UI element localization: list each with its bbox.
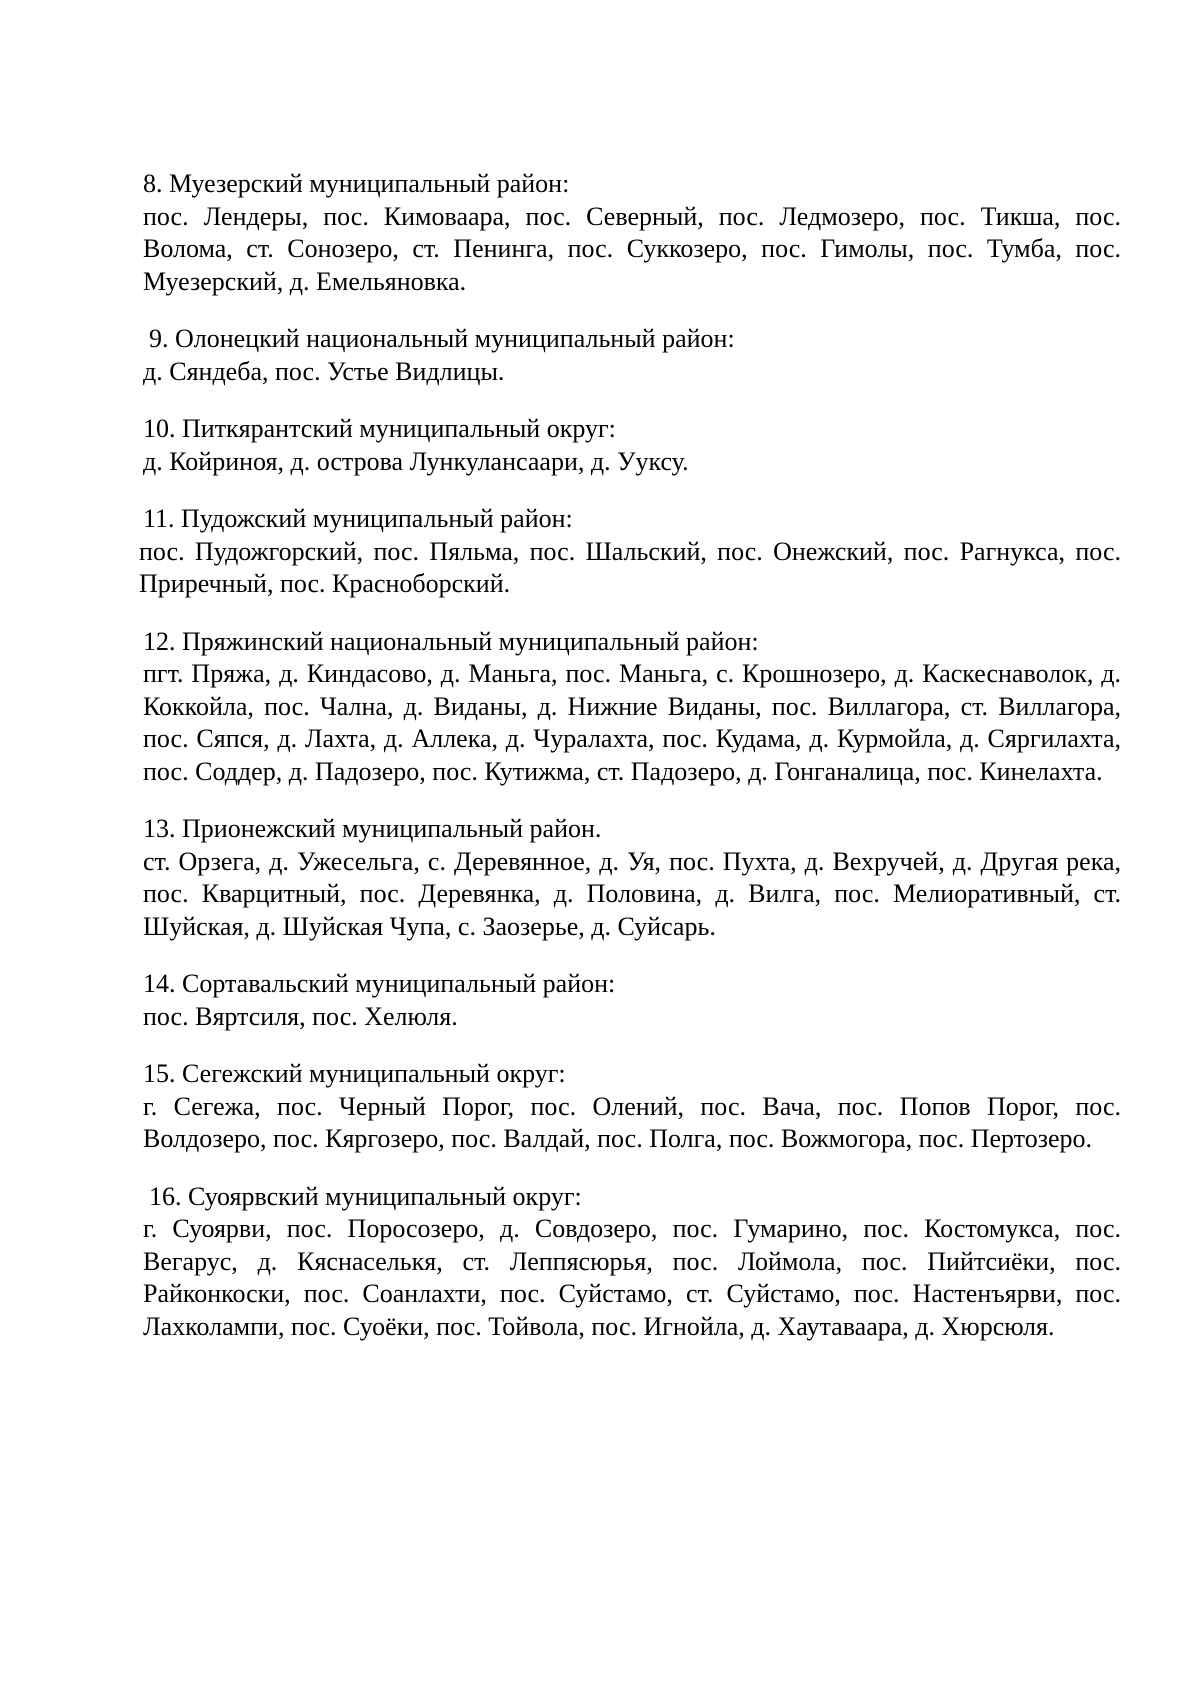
- settlement-list: пос. Вяртсиля, пос. Хелюля.: [143, 1001, 458, 1031]
- district-heading: 15. Сегежский муниципальный округ:: [143, 1059, 566, 1088]
- district-section-8: [143, 168, 1121, 298]
- settlement-list: пос. Лендеры, пос. Кимоваара, пос. Северный, пос. Ледмозеро, пос. Тикша, пос. Волома, ст. Сонозеро, ст. Пенинга, пос. Суккозеро, пос. Гимолы, пос. Тумба, пос. Муезерский, д. Емельяновка.: [143, 201, 1121, 296]
- district-heading: 16. Суоярвский муниципальный округ:: [149, 1181, 582, 1211]
- district-section-9: [143, 323, 1121, 388]
- district-heading: 11. Пудожский муниципальный район:: [143, 504, 573, 533]
- district-heading: 13. Прионежский муниципальный район.: [143, 814, 602, 843]
- document-body: [139, 168, 1121, 1368]
- district-section-14: [143, 968, 1121, 1033]
- settlement-list: ст. Орзега, д. Ужесельга, с. Деревянное, д. Уя, пос. Пухта, д. Вехручей, д. Другая река, пос. Кварцитный, пос. Деревянка, д. Половина, д. Вилга, пос. Мелиоративный, ст. Шуйская, д. Шуйская Чупа, с. Заозерье, д. Суйсарь.: [143, 846, 1121, 941]
- settlement-list: г. Сегежа, пос. Черный Порог, пос. Олений, пос. Вача, пос. Попов Порог, пос. Волдозеро, пос. Кяргозеро, пос. Валдай, пос. Полга, пос. Вожмогора, пос. Пертозеро.: [143, 1091, 1121, 1153]
- district-section-12: [143, 626, 1121, 789]
- district-heading: 14. Сортавальский муниципальный район:: [143, 969, 616, 998]
- settlement-list: д. Сяндеба, пос. Устье Видлицы.: [143, 356, 505, 386]
- district-section-15: [143, 1058, 1121, 1156]
- settlement-list: д. Койриноя, д. острова Лункулансаари, д. Ууксу.: [143, 446, 689, 476]
- district-heading: 12. Пряжинский национальный муниципальный район:: [143, 626, 759, 656]
- district-section-13: [143, 813, 1121, 943]
- district-heading: 10. Питкярантский муниципальный округ:: [143, 414, 616, 443]
- district-section-10: [143, 413, 1121, 478]
- district-heading: 8. Муезерский муниципальный район:: [143, 169, 570, 198]
- settlement-list: пос. Пудожгорский, пос. Пяльма, пос. Шальский, пос. Онежский, пос. Рагнукса, пос. Приречный, пос. Красноборский.: [139, 536, 1121, 598]
- district-section-11: [139, 503, 1121, 601]
- district-section-16: [143, 1181, 1121, 1344]
- settlement-list: г. Суоярви, пос. Поросозеро, д. Совдозеро, пос. Гумарино, пос. Костомукса, пос. Вегарус, д. Кяснаселькя, ст. Леппясюрья, пос. Лоймола, пос. Пийтсиёки, пос. Райконкоски, пос. Соанлахти, пос. Суйстамо, ст. Суйстамо, пос. Настенъярви, пос. Лахколампи, пос. Суоёки, пос. Тойвола, пос. Игнойла, д. Хаутаваара, д. Хюрсюля.: [143, 1214, 1121, 1341]
- district-heading: 9. Олонецкий национальный муниципальный район:: [149, 324, 735, 353]
- settlement-list: пгт. Пряжа, д. Киндасово, д. Маньга, пос. Маньга, с. Крошнозеро, д. Каскеснаволок, д. Коккойла, пос. Чална, д. Виданы, д. Нижние Виданы, пос. Виллагора, ст. Виллагора, пос. Сяпся, д. Лахта, д. Аллека, д. Чуралахта, пос. Кудама, д. Курмойла, д. Сяргилахта, пос. Соддер, д. Падозеро, пос. Кутижма, ст. Падозеро, д. Гонганалица, пос. Кинелахта.: [143, 659, 1121, 786]
